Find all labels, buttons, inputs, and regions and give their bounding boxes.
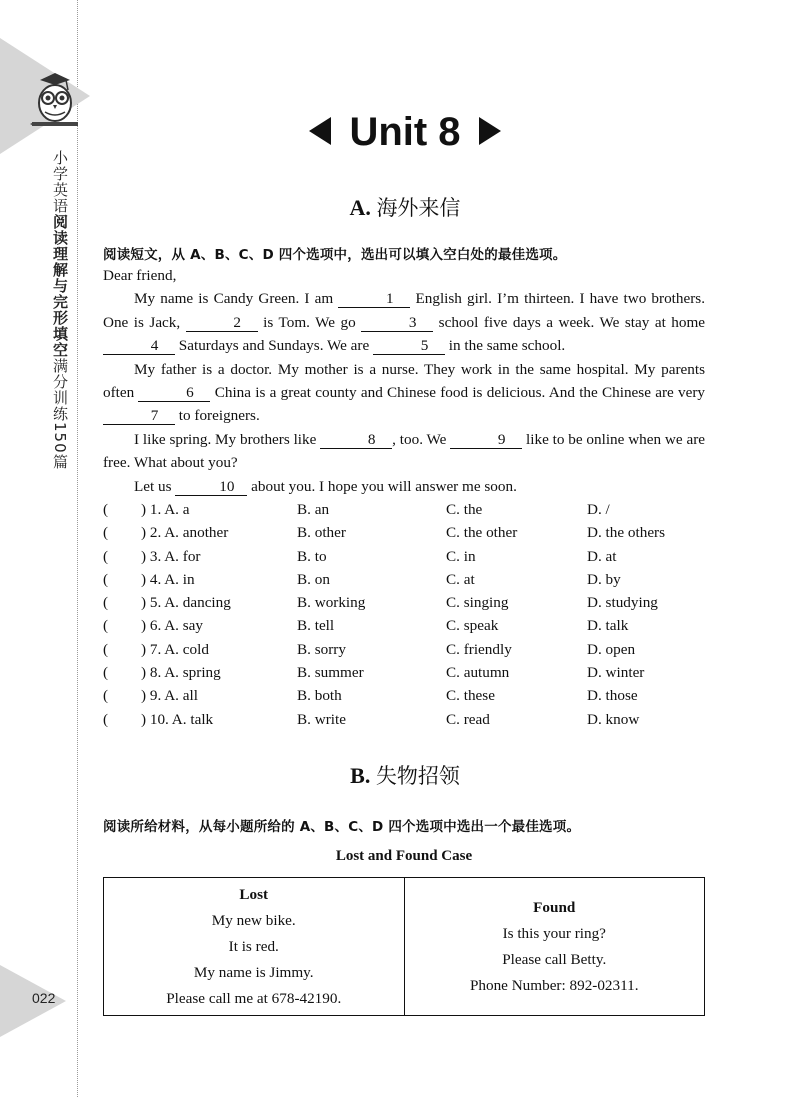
text-run: English girl. I’m thirteen. I have two brothers. One is Jack, xyxy=(103,290,705,331)
book-title-part-a: 小学英语 xyxy=(51,150,69,214)
text-run: is Tom. We go xyxy=(257,313,362,331)
option-c: C. singing xyxy=(446,594,509,612)
option-d: D. the others xyxy=(587,524,666,542)
sidebar-dotted-line xyxy=(77,0,78,1097)
letter-passage xyxy=(103,264,705,498)
paragraph-2 xyxy=(103,358,705,428)
found-line: Is this your ring? xyxy=(502,924,606,942)
book-title-part-b: 阅读理解与完形填空 xyxy=(51,214,69,358)
owl-mascot-icon xyxy=(30,70,80,130)
question-option-a: ) 10. A. talk xyxy=(141,710,214,728)
unit-title-text: Unit 8 xyxy=(349,110,461,154)
lost-line: My name is Jimmy. xyxy=(193,963,314,981)
found-heading: Found xyxy=(533,898,576,916)
option-c: C. read xyxy=(446,710,490,728)
option-row xyxy=(103,545,705,568)
option-b: B. summer xyxy=(297,664,364,682)
text-run: Saturdays and Sundays. We are xyxy=(175,337,373,355)
question-option-a: ) 8. A. spring xyxy=(141,664,221,682)
text-run: in the same school. xyxy=(445,337,566,355)
book-title-vertical xyxy=(45,150,69,470)
option-b: B. other xyxy=(297,524,346,542)
blank-5: 5 xyxy=(373,337,445,355)
salutation: Dear friend, xyxy=(103,267,177,284)
text-run: to foreigners. xyxy=(175,407,260,425)
blank-10: 10 xyxy=(175,478,247,496)
answer-paren: ( xyxy=(103,664,109,682)
option-d: D. know xyxy=(587,710,640,728)
text-run: Let us xyxy=(134,477,176,495)
lost-heading: Lost xyxy=(239,885,269,903)
paragraph-4 xyxy=(103,475,705,498)
option-b: B. to xyxy=(297,547,327,565)
lost-line: Please call me at 678-42190. xyxy=(166,989,342,1007)
option-d: D. / xyxy=(587,501,610,518)
left-triangle-icon xyxy=(309,117,331,145)
text-run: I like spring. My brothers like xyxy=(134,430,321,448)
text-run: like to be online when we are free. What about you? xyxy=(103,430,705,472)
case-title: Lost and Found Case xyxy=(335,848,473,864)
option-c: C. speak xyxy=(446,617,499,635)
section-a-instruction: 阅读短文，从 A、B、C、D 四个选项中，选出可以填入空白处的最佳选项。 xyxy=(103,247,567,263)
blank-7: 7 xyxy=(103,407,175,425)
book-title-part-c: 满分训练150篇 xyxy=(51,358,69,470)
option-d: D. those xyxy=(587,687,638,705)
blank-1: 1 xyxy=(338,290,410,308)
option-d: D. winter xyxy=(587,664,645,682)
blank-8: 8 xyxy=(320,431,392,449)
option-row xyxy=(103,684,705,707)
answer-paren: ( xyxy=(103,710,109,728)
option-c: C. friendly xyxy=(446,640,512,658)
section-b-title xyxy=(100,760,710,790)
lost-and-found-table xyxy=(103,877,705,1016)
option-row xyxy=(103,614,705,637)
found-line: Phone Number: 892-02311. xyxy=(469,976,639,994)
option-d: D. talk xyxy=(587,617,629,635)
option-d: D. by xyxy=(587,570,621,588)
option-d: D. at xyxy=(587,547,617,565)
answer-paren: ( xyxy=(103,570,109,588)
answer-paren: ( xyxy=(103,547,109,565)
answer-paren: ( xyxy=(103,524,109,542)
question-option-a: ) 1. A. a xyxy=(141,501,190,518)
option-c: C. at xyxy=(446,570,475,588)
option-c: C. autumn xyxy=(446,664,510,682)
option-b: B. tell xyxy=(297,617,335,635)
option-row xyxy=(103,661,705,684)
question-option-a: ) 6. A. say xyxy=(141,617,204,635)
text-run: about you. I hope you will answer me soon. xyxy=(247,477,517,495)
answer-options xyxy=(103,498,705,731)
question-option-a: ) 5. A. dancing xyxy=(141,594,231,612)
lost-cell xyxy=(104,878,404,1015)
option-d: D. studying xyxy=(587,594,658,612)
option-b: B. working xyxy=(297,594,366,612)
option-c: C. in xyxy=(446,547,476,565)
option-row xyxy=(103,591,705,614)
blank-3: 3 xyxy=(361,314,433,332)
option-row xyxy=(103,521,705,544)
option-d: D. open xyxy=(587,640,636,658)
blank-6: 6 xyxy=(138,384,210,402)
paragraph-1 xyxy=(103,287,705,357)
section-b-letter: B. xyxy=(350,763,371,788)
text-run: school five days a week. We stay at home xyxy=(433,313,706,331)
text-run: My father is a doctor. My mother is a nurse. They work in the same hospital. My parents often xyxy=(103,360,705,402)
text-run: China is a great county and Chinese food is delicious. And the Chinese are very xyxy=(210,384,705,402)
found-cell xyxy=(404,878,705,1015)
question-option-a: ) 2. A. another xyxy=(141,524,229,542)
section-a-title-text: 海外来信 xyxy=(376,196,461,220)
unit-title xyxy=(100,110,710,155)
option-b: B. an xyxy=(297,501,330,518)
question-option-a: ) 9. A. all xyxy=(141,687,198,705)
lost-line: My new bike. xyxy=(211,911,296,929)
paragraph-3 xyxy=(103,428,705,475)
answer-paren: ( xyxy=(103,501,109,518)
text-run: , too. We xyxy=(392,430,451,448)
option-b: B. both xyxy=(297,687,342,705)
blank-2: 2 xyxy=(186,314,258,332)
answer-paren: ( xyxy=(103,617,109,635)
option-b: B. sorry xyxy=(297,640,346,658)
page-number: 022 xyxy=(32,990,56,1006)
option-c: C. these xyxy=(446,687,495,705)
option-b: B. write xyxy=(297,710,346,728)
answer-paren: ( xyxy=(103,687,109,705)
option-b: B. on xyxy=(297,570,330,588)
section-b-instruction: 阅读所给材料，从每小题所给的 A、B、C、D 四个选项中选出一个最佳选项。 xyxy=(103,819,581,835)
question-option-a: ) 3. A. for xyxy=(141,547,201,565)
section-a-title xyxy=(100,192,710,222)
option-row xyxy=(103,708,705,731)
blank-9: 9 xyxy=(450,431,522,449)
question-option-a: ) 4. A. in xyxy=(141,570,195,588)
answer-paren: ( xyxy=(103,640,109,658)
option-row xyxy=(103,498,705,521)
answer-paren: ( xyxy=(103,594,109,612)
text-run: My name is Candy Green. I am xyxy=(134,290,339,308)
option-c: C. the other xyxy=(446,524,518,542)
section-b-title-text: 失物招领 xyxy=(375,764,460,788)
option-row xyxy=(103,638,705,661)
lost-line: It is red. xyxy=(228,937,279,955)
right-triangle-icon xyxy=(479,117,501,145)
section-a-letter: A. xyxy=(349,195,371,220)
question-option-a: ) 7. A. cold xyxy=(141,640,209,658)
found-line: Please call Betty. xyxy=(502,950,607,968)
option-row xyxy=(103,568,705,591)
option-c: C. the xyxy=(446,501,483,518)
blank-4: 4 xyxy=(103,337,175,355)
